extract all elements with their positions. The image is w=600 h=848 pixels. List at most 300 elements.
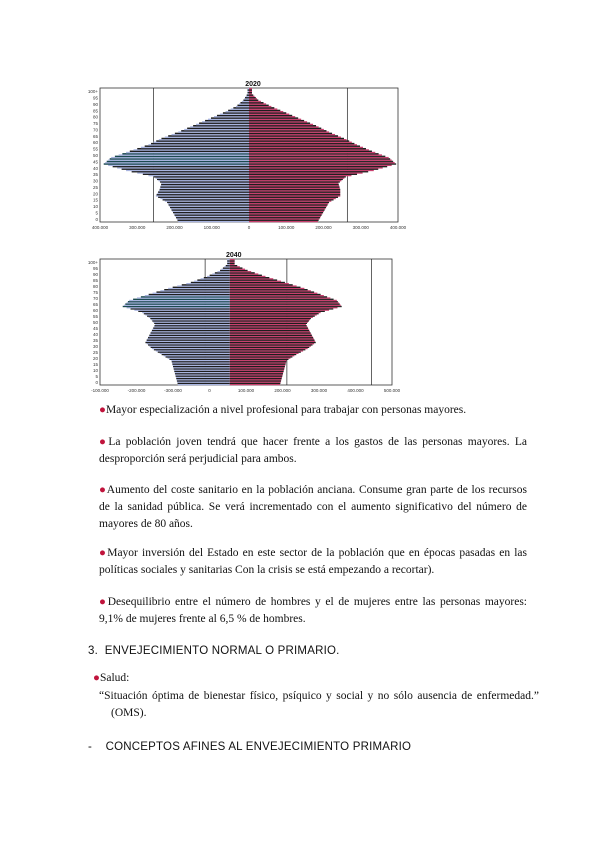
female-bar <box>249 124 313 125</box>
female-bar <box>230 337 313 338</box>
male-bar <box>127 302 230 303</box>
female-bar <box>230 297 331 298</box>
male-bar <box>175 133 249 134</box>
female-bar <box>230 365 285 366</box>
male-bar <box>169 205 249 206</box>
female-bar <box>249 204 328 205</box>
female-bar <box>230 373 283 374</box>
y-tick-label: 0 <box>95 216 98 222</box>
male-bar <box>108 159 249 160</box>
x-tick-label: -100.000 <box>91 388 109 393</box>
female-bar <box>249 136 341 137</box>
female-bar <box>249 166 387 167</box>
female-bar <box>230 362 286 363</box>
female-bar <box>230 342 316 343</box>
female-bar <box>249 168 378 169</box>
male-bar <box>124 305 230 306</box>
female-bar <box>230 339 315 340</box>
y-tick-label: 25 <box>92 184 98 190</box>
male-bar <box>223 112 249 113</box>
female-bar <box>249 148 366 149</box>
female-bar <box>230 348 308 349</box>
chart-title: 2040 <box>225 252 242 259</box>
male-bar <box>165 200 249 201</box>
female-bar <box>230 323 307 324</box>
male-bar <box>175 373 230 374</box>
female-bar <box>249 217 320 218</box>
male-bar <box>158 196 249 197</box>
female-bar <box>249 211 324 212</box>
male-bar <box>226 111 249 112</box>
male-bar <box>202 121 249 122</box>
female-bar <box>230 281 281 282</box>
female-bar <box>249 126 319 127</box>
male-bar <box>173 212 249 213</box>
female-bar <box>230 336 313 337</box>
female-bar <box>249 115 292 116</box>
female-bar <box>230 279 277 280</box>
female-bar <box>249 153 379 154</box>
female-bar <box>230 367 285 368</box>
male-bar <box>157 194 249 195</box>
female-bar <box>230 354 297 355</box>
x-tick-label: 300.000 <box>129 225 146 230</box>
female-bar <box>249 198 336 199</box>
female-bar <box>249 108 277 109</box>
female-bar <box>249 170 374 171</box>
female-bar <box>249 213 322 214</box>
female-bar <box>230 260 235 261</box>
female-bar <box>230 289 308 290</box>
female-bar <box>249 162 395 163</box>
female-bar <box>249 149 369 150</box>
paragraph-young-population <box>99 434 527 468</box>
female-bar <box>249 202 329 203</box>
female-bar <box>230 271 251 272</box>
female-bar <box>230 330 309 331</box>
female-bar <box>230 356 293 357</box>
paragraph-text: Desequilibrio entre el número de hombres y el de mujeres entre las personas mayores: 9,1% de mujeres frente al 6,5 % de hombres. <box>99 596 527 625</box>
male-bar <box>128 301 230 302</box>
male-bar <box>122 168 249 169</box>
male-bar <box>217 115 249 116</box>
female-bar <box>249 171 368 172</box>
male-bar <box>177 285 230 286</box>
bullet-icon: ● <box>93 672 100 684</box>
female-bar <box>249 205 327 206</box>
male-bar <box>197 279 229 280</box>
y-tick-label: 10 <box>92 204 98 210</box>
female-bar <box>230 350 303 351</box>
female-bar <box>230 313 319 314</box>
male-bar <box>174 371 229 372</box>
male-bar <box>231 108 249 109</box>
male-bar <box>247 94 249 95</box>
female-bar <box>230 355 295 356</box>
male-bar <box>150 333 230 334</box>
male-bar <box>105 162 249 163</box>
y-tick-label: 75 <box>92 121 98 127</box>
female-bar <box>249 182 338 183</box>
male-bar <box>156 350 230 351</box>
female-bar <box>249 209 325 210</box>
female-bar <box>230 278 273 279</box>
female-bar <box>249 174 357 175</box>
male-bar <box>236 106 249 107</box>
female-bar <box>249 101 261 102</box>
female-bar <box>249 111 283 112</box>
male-bar <box>174 369 230 370</box>
female-bar <box>230 266 240 267</box>
male-bar <box>133 299 230 300</box>
y-tick-label: 70 <box>92 127 98 133</box>
male-bar <box>172 211 249 212</box>
male-bar <box>248 88 249 89</box>
female-bar <box>249 88 252 89</box>
female-bar <box>230 265 237 266</box>
paragraph-health-cost <box>99 482 527 533</box>
male-bar <box>152 348 230 349</box>
female-bar <box>230 303 340 304</box>
female-bar <box>249 167 383 168</box>
salud-label-text: Salud: <box>99 672 130 684</box>
male-bar <box>156 195 249 196</box>
male-bar <box>160 189 249 190</box>
female-bar <box>249 189 340 190</box>
male-bar <box>168 203 249 204</box>
male-bar <box>132 171 249 172</box>
female-bar <box>230 293 318 294</box>
female-bar <box>249 106 271 107</box>
male-bar <box>220 114 249 115</box>
female-bar <box>249 158 390 159</box>
male-bar <box>145 342 229 343</box>
female-bar <box>249 194 340 195</box>
female-bar <box>230 359 289 360</box>
female-bar <box>249 156 385 157</box>
female-bar <box>230 314 317 315</box>
female-bar <box>230 335 312 336</box>
male-bar <box>204 277 230 278</box>
male-bar <box>207 276 230 277</box>
female-bar <box>249 199 334 200</box>
female-bar <box>230 309 329 310</box>
x-tick-label: 100.000 <box>278 225 295 230</box>
female-bar <box>230 332 311 333</box>
male-bar <box>227 263 230 264</box>
male-bar <box>153 293 230 294</box>
female-bar <box>249 89 252 90</box>
male-bar <box>248 92 249 93</box>
male-bar <box>168 288 230 289</box>
male-bar <box>107 161 249 162</box>
female-bar <box>230 267 243 268</box>
pyramid-2040-svg <box>87 249 401 397</box>
male-bar <box>220 270 230 271</box>
male-bar <box>172 363 229 364</box>
male-bar <box>233 107 249 108</box>
male-bar <box>199 122 249 123</box>
male-bar <box>177 381 230 382</box>
male-bar <box>167 202 249 203</box>
male-bar <box>217 271 229 272</box>
male-bar <box>246 96 249 97</box>
female-bar <box>249 105 269 106</box>
female-bar <box>230 261 235 262</box>
female-bar <box>249 181 340 182</box>
female-bar <box>249 190 340 191</box>
y-tick-label: 25 <box>92 350 98 355</box>
female-bar <box>249 131 329 132</box>
male-bar <box>158 351 230 352</box>
x-tick-label: -300.000 <box>164 388 182 393</box>
female-bar <box>249 143 354 144</box>
male-bar <box>130 151 249 152</box>
female-bar <box>230 311 325 312</box>
female-bar <box>230 321 308 322</box>
male-bar <box>228 110 249 111</box>
female-bar <box>249 188 340 189</box>
female-bar <box>230 366 285 367</box>
female-bar <box>249 221 318 222</box>
salud-quote <box>99 688 539 722</box>
y-tick-label: 100+ <box>87 260 98 265</box>
y-tick-label: 30 <box>92 178 98 184</box>
female-bar <box>249 207 326 208</box>
male-bar <box>143 174 249 175</box>
male-bar <box>211 117 249 118</box>
male-bar <box>148 144 249 145</box>
x-tick-label: 200.000 <box>315 225 332 230</box>
dash: - <box>88 741 93 753</box>
female-bar <box>249 159 392 160</box>
male-bar <box>248 89 249 90</box>
male-bar <box>149 345 229 346</box>
male-bar <box>147 338 229 339</box>
male-bar <box>157 193 249 194</box>
y-tick-label: 100+ <box>87 89 98 95</box>
y-tick-label: 55 <box>92 314 98 319</box>
paragraph-text: Mayor especialización a nivel profesional para trabajar con personas mayores. <box>105 404 467 416</box>
female-bar <box>230 351 301 352</box>
female-bar <box>249 133 332 134</box>
y-tick-label: 5 <box>95 374 98 379</box>
y-tick-label: 60 <box>92 140 98 146</box>
male-bar <box>226 265 230 266</box>
bullet-icon: ● <box>99 404 106 416</box>
male-bar <box>201 278 230 279</box>
y-tick-label: 30 <box>92 344 98 349</box>
y-tick-label: 85 <box>92 108 98 114</box>
female-bar <box>249 177 344 178</box>
male-bar <box>153 321 230 322</box>
female-bar <box>230 283 289 284</box>
female-bar <box>249 214 322 215</box>
female-bar <box>230 270 248 271</box>
female-bar <box>230 284 293 285</box>
female-bar <box>230 301 338 302</box>
population-pyramid-2020 <box>88 78 410 234</box>
female-bar <box>249 112 286 113</box>
male-bar <box>169 359 229 360</box>
female-bar <box>249 151 372 152</box>
male-bar <box>175 372 230 373</box>
female-bar <box>249 165 392 166</box>
female-bar <box>230 331 310 332</box>
y-tick-label: 65 <box>92 133 98 139</box>
male-bar <box>181 130 249 131</box>
female-bar <box>230 290 311 291</box>
male-bar <box>147 339 230 340</box>
male-bar <box>110 158 249 159</box>
female-bar <box>249 128 321 129</box>
salud-quote-text: “Situación óptima de bienestar físico, psíquico y social y no sólo ausencia de enfermedad.” (OMS). <box>99 690 539 719</box>
male-bar <box>221 269 229 270</box>
male-bar <box>187 128 249 129</box>
male-bar <box>176 377 230 378</box>
female-bar <box>249 140 349 141</box>
female-bar <box>249 176 346 177</box>
male-bar <box>151 347 230 348</box>
female-bar <box>230 315 315 316</box>
male-bar <box>165 136 249 137</box>
male-bar <box>162 354 230 355</box>
male-bar <box>184 129 249 130</box>
section-number: 3. <box>88 645 98 657</box>
female-bar <box>249 145 360 146</box>
male-bar <box>160 181 249 182</box>
male-bar <box>164 289 230 290</box>
x-tick-label: 400.000 <box>91 225 109 230</box>
female-bar <box>230 282 285 283</box>
x-tick-label: 0 <box>208 388 211 393</box>
x-tick-label: 300.000 <box>352 225 369 230</box>
male-bar <box>117 167 249 168</box>
male-bar <box>138 311 229 312</box>
female-bar <box>230 272 255 273</box>
bullet-icon: ● <box>99 436 109 448</box>
female-bar <box>230 384 280 385</box>
female-bar <box>249 94 253 95</box>
conceptos-title: CONCEPTOS AFINES AL ENVEJECIMIENTO PRIMARIO <box>105 741 412 753</box>
x-tick-label: 300.000 <box>310 388 328 393</box>
x-tick-label: -200.000 <box>127 388 146 393</box>
male-bar <box>154 323 230 324</box>
male-bar <box>151 319 230 320</box>
male-bar <box>160 198 249 199</box>
male-bar <box>137 297 230 298</box>
female-bar <box>230 347 309 348</box>
male-bar <box>177 219 249 220</box>
population-pyramid-2040 <box>87 249 401 397</box>
bullet-icon: ● <box>99 547 108 559</box>
male-bar <box>227 260 230 261</box>
male-bar <box>160 290 229 291</box>
male-bar <box>170 207 249 208</box>
male-bar <box>145 145 249 146</box>
female-bar <box>230 300 337 301</box>
male-bar <box>173 365 230 366</box>
male-bar <box>178 384 230 385</box>
male-bar <box>237 105 249 106</box>
male-bar <box>186 283 229 284</box>
male-bar <box>148 337 230 338</box>
male-bar <box>173 367 229 368</box>
male-bar <box>160 186 249 187</box>
male-bar <box>223 267 230 268</box>
bullet-icon: ● <box>99 484 107 496</box>
section-title: ENVEJECIMIENTO NORMAL O PRIMARIO. <box>104 645 340 657</box>
male-bar <box>154 176 249 177</box>
male-bar <box>115 156 249 157</box>
female-bar <box>230 275 262 276</box>
male-bar <box>146 341 230 342</box>
female-bar <box>249 186 340 187</box>
female-bar <box>249 185 339 186</box>
female-bar <box>249 125 316 126</box>
y-tick-label: 45 <box>92 326 98 331</box>
male-bar <box>172 361 230 362</box>
female-bar <box>230 381 281 382</box>
female-bar <box>230 276 266 277</box>
male-bar <box>178 383 230 384</box>
female-bar <box>249 138 344 139</box>
male-bar <box>147 315 230 316</box>
male-bar <box>125 303 229 304</box>
female-bar <box>230 277 270 278</box>
pyramid-2020-svg <box>88 78 410 234</box>
female-bar <box>230 305 341 306</box>
male-bar <box>160 353 230 354</box>
paragraph-text: La población joven tendrá que hacer frente a los gastos de las personas mayores. La desproporción será perjudicial para ambos. <box>99 436 527 465</box>
male-bar <box>152 330 230 331</box>
male-bar <box>245 97 249 98</box>
male-bar <box>155 324 230 325</box>
male-bar <box>154 326 230 327</box>
male-bar <box>149 335 229 336</box>
female-bar <box>249 119 301 120</box>
male-bar <box>176 217 249 218</box>
male-bar <box>137 172 249 173</box>
x-tick-label: 400.000 <box>347 388 364 393</box>
male-bar <box>144 313 230 314</box>
male-bar <box>151 331 230 332</box>
male-bar <box>248 93 249 94</box>
y-tick-label: 85 <box>92 278 98 283</box>
male-bar <box>208 119 249 120</box>
male-bar <box>161 138 249 139</box>
male-bar <box>159 190 249 191</box>
y-tick-label: 15 <box>92 197 98 203</box>
female-bar <box>230 338 314 339</box>
male-bar <box>151 143 249 144</box>
y-tick-label: 35 <box>92 338 98 343</box>
female-bar <box>230 326 308 327</box>
female-bar <box>249 163 396 164</box>
male-bar <box>137 148 249 149</box>
male-bar <box>214 116 249 117</box>
y-tick-label: 0 <box>95 380 98 385</box>
male-bar <box>176 375 230 376</box>
male-bar <box>161 184 249 185</box>
x-tick-label: 500.000 <box>383 388 401 393</box>
male-bar <box>172 134 249 135</box>
male-bar <box>244 98 249 99</box>
female-bar <box>230 329 309 330</box>
female-bar <box>230 263 235 264</box>
female-bar <box>230 259 235 260</box>
male-bar <box>156 291 229 292</box>
